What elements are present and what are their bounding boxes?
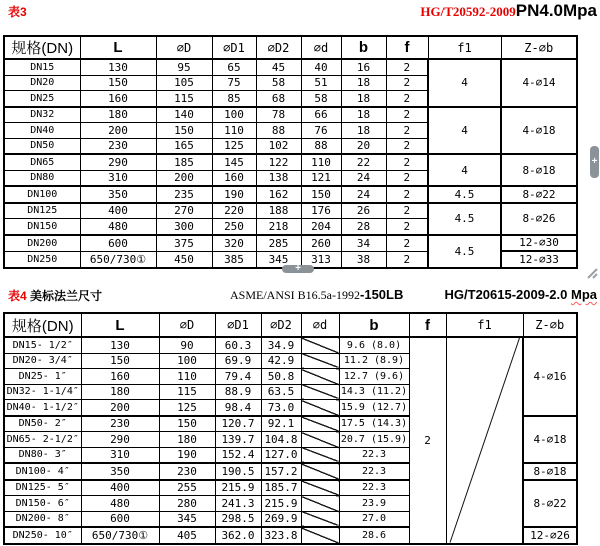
value-cell: 218 — [256, 219, 301, 235]
row-spec-cell: DN20 — [4, 75, 80, 91]
value-cell: 310 — [81, 447, 159, 463]
bolt-pattern-cell: 12-∅26 — [523, 527, 577, 544]
value-cell: 176 — [301, 203, 341, 219]
column-header: ∅d — [301, 313, 339, 337]
row-spec-cell: DN25- 1″ — [4, 369, 81, 385]
value-cell: 140 — [156, 107, 212, 123]
value-cell: 269.9 — [261, 511, 301, 527]
value-cell: 270 — [156, 203, 212, 219]
f1-group-cell: 4.5 — [428, 235, 501, 268]
not-applicable-cell — [301, 432, 339, 448]
value-cell: 235 — [156, 186, 212, 203]
add-column-handle[interactable] — [590, 146, 599, 178]
value-cell: 345 — [256, 251, 301, 268]
value-cell: 104.8 — [261, 432, 301, 448]
value-cell: 215.9 — [215, 480, 261, 496]
value-cell: 230 — [159, 463, 215, 480]
value-cell: 290 — [81, 432, 159, 448]
value-cell: 400 — [80, 203, 156, 219]
value-cell: 28 — [341, 219, 386, 235]
value-cell: 2 — [386, 75, 428, 91]
value-cell: 152.4 — [215, 447, 261, 463]
value-cell: 200 — [156, 170, 212, 186]
value-cell: 92.1 — [261, 416, 301, 432]
value-cell: 241.3 — [215, 496, 261, 512]
table4-asme-standard — [230, 286, 403, 304]
bolt-pattern-cell: 8-∅22 — [523, 480, 577, 528]
flange-table-ansi-150lb — [3, 312, 578, 545]
value-cell: 76 — [301, 123, 341, 139]
value-cell: 98.4 — [215, 400, 261, 416]
row-spec-cell: DN250- 10″ — [4, 527, 81, 544]
column-header: 规格(DN) — [4, 36, 80, 59]
value-cell: 385 — [212, 251, 256, 268]
not-applicable-cell — [301, 496, 339, 512]
value-cell: 18 — [341, 123, 386, 139]
table-row — [4, 337, 577, 353]
f1-strikeout-cell — [446, 337, 523, 544]
value-cell: 110 — [301, 154, 341, 170]
column-header: f — [386, 36, 428, 59]
bolt-pattern-cell: 12-∅33 — [501, 251, 577, 268]
value-cell: 350 — [81, 463, 159, 480]
bolt-pattern-cell: 4-∅14 — [501, 59, 577, 107]
value-cell: 110 — [159, 369, 215, 385]
value-cell: 85 — [212, 91, 256, 107]
bolt-pattern-cell: 4-∅18 — [523, 416, 577, 464]
row-spec-cell: DN200 — [4, 235, 80, 252]
table-resize-grip-icon[interactable] — [584, 265, 598, 279]
value-cell: 150 — [80, 75, 156, 91]
bolt-pattern-cell: 4-∅18 — [501, 107, 577, 155]
value-cell: 127.0 — [261, 447, 301, 463]
value-cell: 139.7 — [215, 432, 261, 448]
thickness-cell: 12.7 (9.6) — [339, 369, 409, 385]
value-cell: 34.9 — [261, 337, 301, 353]
value-cell: 200 — [80, 123, 156, 139]
column-header: f — [409, 313, 446, 337]
value-cell: 120.7 — [215, 416, 261, 432]
value-cell: 180 — [159, 432, 215, 448]
value-cell: 150 — [159, 416, 215, 432]
value-cell: 100 — [212, 107, 256, 123]
value-cell: 255 — [159, 480, 215, 496]
value-cell: 2 — [386, 138, 428, 154]
bolt-pattern-cell: 8-∅18 — [501, 154, 577, 186]
value-cell: 24 — [341, 170, 386, 186]
value-cell: 200 — [81, 400, 159, 416]
row-spec-cell: DN32 — [4, 107, 80, 123]
value-cell: 45 — [256, 59, 301, 75]
value-cell: 50.8 — [261, 369, 301, 385]
f1-group-cell: 4 — [428, 154, 501, 186]
value-cell: 150 — [156, 123, 212, 139]
value-cell: 110 — [212, 123, 256, 139]
value-cell: 115 — [156, 91, 212, 107]
hg-code: HG/T20615-2009-2.0 — [444, 287, 568, 302]
value-cell: 160 — [81, 369, 159, 385]
value-cell: 185 — [156, 154, 212, 170]
row-spec-cell: DN15- 1/2″ — [4, 337, 81, 353]
value-cell: 190.5 — [215, 463, 261, 480]
value-cell: 230 — [81, 416, 159, 432]
value-cell: 180 — [80, 107, 156, 123]
value-cell: 69.9 — [215, 353, 261, 369]
column-header: ∅D — [156, 36, 212, 59]
table-row — [4, 203, 577, 219]
table-row — [4, 59, 577, 75]
table3-caption — [8, 3, 27, 20]
value-cell: 600 — [81, 511, 159, 527]
column-header: ∅D — [159, 313, 215, 337]
value-cell: 313 — [301, 251, 341, 268]
value-cell: 250 — [212, 219, 256, 235]
value-cell: 51 — [301, 75, 341, 91]
thickness-cell: 14.3 (11.2) — [339, 384, 409, 400]
value-cell: 2 — [386, 235, 428, 252]
value-cell: 40 — [301, 59, 341, 75]
not-applicable-cell — [301, 353, 339, 369]
not-applicable-cell — [301, 337, 339, 353]
value-cell: 345 — [159, 511, 215, 527]
column-header: Z-∅b — [523, 313, 577, 337]
value-cell: 68 — [256, 91, 301, 107]
row-spec-cell: DN40 — [4, 123, 80, 139]
value-cell: 150 — [301, 186, 341, 203]
plus-icon: + — [295, 263, 301, 274]
value-cell: 105 — [156, 75, 212, 91]
add-row-handle[interactable] — [282, 265, 314, 273]
column-header: ∅D1 — [212, 36, 256, 59]
value-cell: 145 — [212, 154, 256, 170]
value-cell: 75 — [212, 75, 256, 91]
column-header: ∅d — [301, 36, 341, 59]
header-row — [4, 313, 577, 337]
value-cell: 58 — [301, 91, 341, 107]
column-header: Z-∅b — [501, 36, 577, 59]
value-cell: 18 — [341, 75, 386, 91]
flange-table-pn40 — [3, 35, 578, 269]
bolt-pattern-cell: 8-∅26 — [501, 203, 577, 235]
f1-group-cell: 4.5 — [428, 203, 501, 235]
value-cell: 138 — [256, 170, 301, 186]
not-applicable-cell — [301, 480, 339, 496]
value-cell: 2 — [386, 170, 428, 186]
value-cell: 78 — [256, 107, 301, 123]
column-header: L — [81, 313, 159, 337]
column-header: b — [339, 313, 409, 337]
value-cell: 350 — [80, 186, 156, 203]
value-cell: 185.7 — [261, 480, 301, 496]
not-applicable-cell — [301, 463, 339, 480]
row-spec-cell: DN32- 1-1/4″ — [4, 384, 81, 400]
value-cell: 180 — [81, 384, 159, 400]
table4-subtitle: 美标法兰尺寸 — [30, 289, 103, 303]
value-cell: 20 — [341, 138, 386, 154]
value-cell: 2 — [386, 203, 428, 219]
value-cell: 130 — [81, 337, 159, 353]
bolt-pattern-cell: 8-∅18 — [523, 463, 577, 480]
row-spec-cell: DN50 — [4, 138, 80, 154]
value-cell: 400 — [81, 480, 159, 496]
value-cell: 38 — [341, 251, 386, 268]
row-spec-cell: DN65- 2-1/2″ — [4, 432, 81, 448]
thickness-cell: 27.0 — [339, 511, 409, 527]
value-cell: 160 — [212, 170, 256, 186]
value-cell: 121 — [301, 170, 341, 186]
column-header: ∅D2 — [261, 313, 301, 337]
value-cell: 95 — [156, 59, 212, 75]
thickness-cell: 15.9 (12.7) — [339, 400, 409, 416]
row-spec-cell: DN20- 3/4″ — [4, 353, 81, 369]
value-cell: 650/730① — [80, 251, 156, 268]
value-cell: 650/730① — [81, 527, 159, 544]
table3-standard-line — [420, 1, 597, 21]
table3-label: 表3 — [8, 5, 27, 19]
value-cell: 2 — [386, 107, 428, 123]
column-header: f1 — [428, 36, 501, 59]
asme-class: -150LB — [360, 287, 404, 302]
value-cell: 122 — [256, 154, 301, 170]
row-spec-cell: DN200- 8″ — [4, 511, 81, 527]
row-spec-cell: DN100 — [4, 186, 80, 203]
value-cell: 290 — [80, 154, 156, 170]
value-cell: 300 — [156, 219, 212, 235]
row-spec-cell: DN250 — [4, 251, 80, 268]
column-header: f1 — [446, 313, 523, 337]
value-cell: 157.2 — [261, 463, 301, 480]
value-cell: 405 — [159, 527, 215, 544]
not-applicable-cell — [301, 511, 339, 527]
value-cell: 22 — [341, 154, 386, 170]
column-header: b — [341, 36, 386, 59]
row-spec-cell: DN65 — [4, 154, 80, 170]
value-cell: 130 — [80, 59, 156, 75]
value-cell: 215.9 — [261, 496, 301, 512]
value-cell: 90 — [159, 337, 215, 353]
value-cell: 480 — [81, 496, 159, 512]
asme-code: ASME/ANSI B16.5a-1992 — [230, 288, 361, 302]
hg-unit: Mpa — [571, 287, 597, 302]
value-cell: 162 — [256, 186, 301, 203]
value-cell: 2 — [386, 91, 428, 107]
thickness-cell: 28.6 — [339, 527, 409, 544]
thickness-cell: 9.6 (8.0) — [339, 337, 409, 353]
value-cell: 125 — [212, 138, 256, 154]
value-cell: 79.4 — [215, 369, 261, 385]
not-applicable-cell — [301, 384, 339, 400]
column-header: 规格(DN) — [4, 313, 81, 337]
table4-caption — [8, 287, 102, 304]
thickness-cell: 20.7 (15.9) — [339, 432, 409, 448]
row-spec-cell: DN150 — [4, 219, 80, 235]
not-applicable-cell — [301, 527, 339, 544]
header-row — [4, 36, 577, 59]
value-cell: 285 — [256, 235, 301, 252]
table4-label: 表4 — [8, 289, 27, 303]
value-cell: 298.5 — [215, 511, 261, 527]
diagonal-strike-icon — [447, 338, 523, 543]
row-spec-cell: DN80 — [4, 170, 80, 186]
value-cell: 280 — [159, 496, 215, 512]
value-cell: 450 — [156, 251, 212, 268]
value-cell: 204 — [301, 219, 341, 235]
value-cell: 323.8 — [261, 527, 301, 544]
value-cell: 160 — [80, 91, 156, 107]
table4-standard-line — [230, 286, 597, 304]
value-cell: 2 — [386, 154, 428, 170]
value-cell: 362.0 — [215, 527, 261, 544]
thickness-cell: 11.2 (8.9) — [339, 353, 409, 369]
value-cell: 220 — [212, 203, 256, 219]
row-spec-cell: DN125- 5″ — [4, 480, 81, 496]
f1-group-cell: 4 — [428, 59, 501, 107]
value-cell: 102 — [256, 138, 301, 154]
f1-group-cell: 4.5 — [428, 186, 501, 203]
thickness-cell: 23.9 — [339, 496, 409, 512]
thickness-cell: 22.3 — [339, 447, 409, 463]
table-row — [4, 154, 577, 170]
value-cell: 66 — [301, 107, 341, 123]
value-cell: 310 — [80, 170, 156, 186]
value-cell: 230 — [80, 138, 156, 154]
value-cell: 150 — [81, 353, 159, 369]
value-cell: 65 — [212, 59, 256, 75]
value-cell: 42.9 — [261, 353, 301, 369]
value-cell: 188 — [256, 203, 301, 219]
value-cell: 2 — [386, 186, 428, 203]
plus-icon: + — [591, 156, 598, 167]
row-spec-cell: DN50- 2″ — [4, 416, 81, 432]
value-cell: 18 — [341, 91, 386, 107]
not-applicable-cell — [301, 369, 339, 385]
value-cell: 26 — [341, 203, 386, 219]
row-spec-cell: DN100- 4″ — [4, 463, 81, 480]
value-cell: 73.0 — [261, 400, 301, 416]
value-cell: 18 — [341, 107, 386, 123]
not-applicable-cell — [301, 416, 339, 432]
value-cell: 190 — [159, 447, 215, 463]
bolt-pattern-cell: 4-∅16 — [523, 337, 577, 416]
row-spec-cell: DN15 — [4, 59, 80, 75]
table-row — [4, 107, 577, 123]
bolt-pattern-cell: 8-∅22 — [501, 186, 577, 203]
not-applicable-cell — [301, 447, 339, 463]
value-cell: 480 — [80, 219, 156, 235]
f-merged-cell: 2 — [409, 337, 446, 544]
column-header: ∅D1 — [215, 313, 261, 337]
value-cell: 375 — [156, 235, 212, 252]
value-cell: 88 — [301, 138, 341, 154]
row-spec-cell: DN125 — [4, 203, 80, 219]
thickness-cell: 22.3 — [339, 480, 409, 496]
value-cell: 165 — [156, 138, 212, 154]
value-cell: 260 — [301, 235, 341, 252]
row-spec-cell: DN150- 6″ — [4, 496, 81, 512]
value-cell: 190 — [212, 186, 256, 203]
thickness-cell: 17.5 (14.3) — [339, 416, 409, 432]
row-spec-cell: DN80- 3″ — [4, 447, 81, 463]
value-cell: 34 — [341, 235, 386, 252]
value-cell: 60.3 — [215, 337, 261, 353]
value-cell: 115 — [159, 384, 215, 400]
value-cell: 88 — [256, 123, 301, 139]
value-cell: 58 — [256, 75, 301, 91]
value-cell: 24 — [341, 186, 386, 203]
value-cell: 600 — [80, 235, 156, 252]
value-cell: 88.9 — [215, 384, 261, 400]
row-spec-cell: DN40- 1-1/2″ — [4, 400, 81, 416]
value-cell: 2 — [386, 59, 428, 75]
column-header: L — [80, 36, 156, 59]
value-cell: 125 — [159, 400, 215, 416]
table-row — [4, 235, 577, 252]
value-cell: 63.5 — [261, 384, 301, 400]
table-row — [4, 186, 577, 203]
table4-hg-standard — [445, 287, 597, 302]
value-cell: 2 — [386, 219, 428, 235]
value-cell: 2 — [386, 123, 428, 139]
value-cell: 100 — [159, 353, 215, 369]
table3-pressure-rating: PN4.0Mpa — [515, 1, 597, 20]
table3-standard-code: HG/T20592-2009 — [420, 4, 516, 19]
thickness-cell: 22.3 — [339, 463, 409, 480]
f1-group-cell: 4 — [428, 107, 501, 155]
column-header: ∅D2 — [256, 36, 301, 59]
not-applicable-cell — [301, 400, 339, 416]
value-cell: 16 — [341, 59, 386, 75]
value-cell: 320 — [212, 235, 256, 252]
value-cell: 2 — [386, 251, 428, 268]
bolt-pattern-cell: 12-∅30 — [501, 235, 577, 252]
row-spec-cell: DN25 — [4, 91, 80, 107]
